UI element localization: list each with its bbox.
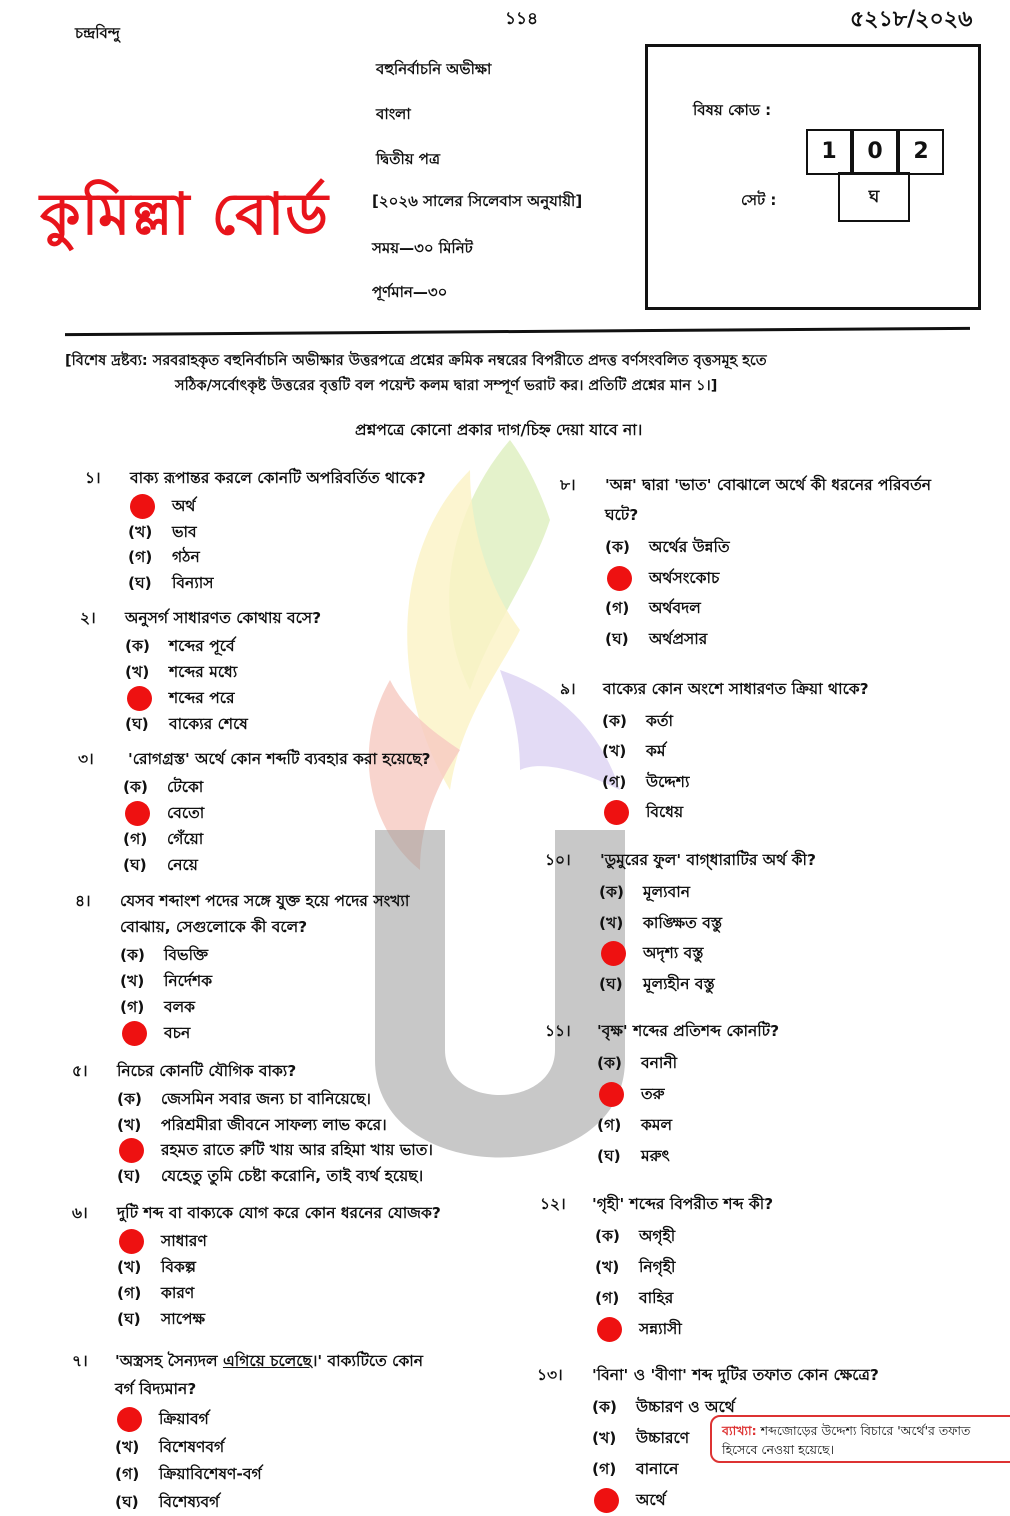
option-text: নির্দেশক [164, 972, 213, 990]
option-label: (খ) [117, 1115, 142, 1134]
option-3[interactable] [605, 596, 701, 622]
option-label: (গ) [592, 1460, 617, 1478]
question-number: ১। [85, 469, 101, 487]
option-text: কারণ [161, 1284, 195, 1302]
question-number: ৫। [72, 1062, 88, 1080]
option-text: গঠন [172, 548, 200, 566]
option-text: অর্থের উন্নতি [649, 538, 730, 556]
subject-name: বাংলা [376, 105, 411, 123]
option-text: অর্থে [636, 1491, 666, 1509]
answer-marked-icon [119, 1229, 144, 1254]
option-label: (ঘ) [605, 629, 629, 648]
instruction-line-3: প্রশ্নপত্রে কোনো প্রকার দাগ/চিহ্ন দেয়া যাবে না। [355, 421, 643, 439]
answer-marked-icon [119, 1138, 144, 1163]
explanation-label: ব্যাখ্যা: [722, 1423, 757, 1438]
option-label: (গ) [605, 599, 630, 617]
question-number: ৯। [560, 680, 576, 698]
option-label: (ক) [605, 538, 631, 556]
option-text: শব্দের মধ্যে [169, 663, 238, 681]
option-3[interactable] [117, 1138, 433, 1164]
question-number: ১১। [545, 1022, 571, 1040]
question-number: ৬। [72, 1204, 88, 1222]
option-4[interactable] [599, 972, 715, 998]
option-label: (খ) [599, 913, 624, 932]
option-2[interactable] [117, 1113, 387, 1139]
option-3[interactable] [599, 941, 703, 967]
option-text: জেসমিন সবার জন্য চা বানিয়েছে। [161, 1090, 371, 1108]
option-label: (গ) [128, 548, 153, 566]
code-box [645, 44, 981, 310]
option-text: অগৃহী [639, 1227, 676, 1245]
question-text: দুটি শব্দ বা বাক্যকে যোগ করে কোন ধরনের যোজক? [117, 1204, 441, 1222]
option-label: (ক) [120, 946, 146, 964]
reference-code: ৫২১৮/২০২৬ [850, 7, 973, 32]
option-1[interactable] [602, 709, 673, 735]
option-4[interactable] [125, 712, 248, 738]
option-4[interactable] [123, 853, 198, 879]
option-4[interactable] [120, 1021, 190, 1047]
option-1[interactable] [605, 535, 730, 561]
question-number: ৭। [72, 1352, 88, 1370]
option-4[interactable] [602, 800, 683, 826]
option-text: ক্রিয়াবিশেষণ-বর্গ [159, 1465, 262, 1483]
option-4[interactable] [117, 1307, 205, 1333]
option-4[interactable] [597, 1144, 670, 1170]
option-text: বিশেষণবর্গ [159, 1437, 225, 1456]
option-label: (ক) [595, 1227, 621, 1245]
option-3[interactable] [128, 545, 200, 571]
answer-marked-icon [601, 941, 626, 966]
option-label: (খ) [117, 1258, 142, 1276]
explanation-text: শব্দজোড়ের উদ্দেশ্য বিচারে 'অর্থে'র তফাত হিসেবে নেওয়া হয়েছে। [722, 1423, 971, 1457]
option-2[interactable] [115, 1435, 224, 1461]
watermark-u-shape [375, 830, 625, 1158]
question-text: নিচের কোনটি যৌগিক বাক্য? [117, 1062, 297, 1080]
option-4[interactable] [605, 627, 707, 653]
option-text: অর্থপ্রসার [649, 629, 708, 648]
question-text: বাক্য রূপান্তর করলে কোনটি অপরিবর্তিত থাকে? [130, 469, 426, 487]
option-text: বিন্যাস [172, 573, 214, 592]
option-1[interactable] [115, 1407, 209, 1433]
set-value: ঘ [838, 172, 910, 222]
option-text: বচন [164, 1024, 191, 1042]
option-text: অর্থসংকোচ [649, 568, 720, 587]
option-label: (খ) [115, 1437, 140, 1456]
question-number: ১৩। [537, 1366, 563, 1384]
option-label: (গ) [123, 830, 148, 848]
option-label: (ক) [602, 712, 628, 730]
option-1[interactable] [123, 775, 203, 801]
option-3[interactable] [595, 1286, 673, 1312]
option-2[interactable] [128, 520, 197, 546]
option-label: (গ) [115, 1465, 140, 1483]
exam-type: বহুনির্বাচনি অভীক্ষা [376, 60, 492, 78]
option-label: (গ) [120, 998, 145, 1016]
option-text: বিকল্প [161, 1258, 196, 1276]
option-label: (ঘ) [123, 856, 147, 874]
option-label: (ক) [599, 883, 625, 901]
question-number: ৮। [560, 476, 576, 494]
subject-code-digit: 1 [806, 129, 852, 175]
question-number: ১২। [540, 1195, 566, 1213]
option-label: (খ) [128, 522, 153, 541]
option-text: অর্থ [172, 497, 196, 515]
option-2[interactable] [592, 1426, 689, 1452]
option-1[interactable] [117, 1229, 207, 1255]
option-text: নিগৃহী [639, 1258, 676, 1276]
answer-marked-icon [125, 801, 150, 826]
option-2[interactable] [599, 911, 722, 937]
subject-code-label: বিষয় কোড : [693, 101, 772, 119]
page-number: ১১৪ [505, 9, 539, 29]
option-text: বাহির [639, 1289, 674, 1307]
option-3[interactable] [125, 686, 234, 712]
subject-code-digit: 2 [898, 129, 944, 175]
option-label: (ঘ) [599, 974, 623, 993]
question-number: ২। [80, 609, 96, 627]
answer-marked-icon [117, 1407, 142, 1432]
option-label: (ক) [123, 778, 149, 796]
option-label: (ঘ) [115, 1492, 139, 1511]
topic-label: চন্দ্রবিন্দু [75, 24, 120, 42]
option-text: কর্ম [646, 742, 666, 761]
question-text: 'ডুমুরের ফুল' বাগ্‌ধারাটির অর্থ কী? [600, 851, 816, 869]
option-label: (ঘ) [597, 1147, 621, 1165]
question-text: 'বিনা' ও 'বীণা' শব্দ দুটির তফাত কোন ক্ষেত্রে? [592, 1366, 879, 1384]
option-2[interactable] [597, 1082, 665, 1108]
option-text: টেকো [167, 778, 204, 796]
option-text: উচ্চারণে [636, 1429, 690, 1447]
question-text: 'অস্ত্রসহ সৈন্যদল এগিয়ে চলেছে।' বাক্যটিতে কোন [115, 1352, 424, 1370]
option-text: বানানে [636, 1460, 679, 1478]
option-label: (গ) [117, 1284, 142, 1302]
option-1[interactable] [595, 1224, 675, 1250]
option-1[interactable] [597, 1051, 677, 1077]
question-text: ঘটে? [605, 506, 639, 524]
question-text: 'বৃক্ষ' শব্দের প্রতিশব্দ কোনটি? [597, 1022, 780, 1040]
option-3[interactable] [602, 770, 689, 796]
option-text: বিশেষ্যবর্গ [159, 1492, 220, 1511]
option-text: সাধারণ [161, 1232, 207, 1250]
question-text: অনুসর্গ সাধারণত কোথায় বসে? [125, 609, 322, 627]
option-2[interactable] [117, 1255, 196, 1281]
instruction-line-2: সঠিক/সর্বোৎকৃষ্ট উত্তরের বৃত্তটি বল পয়েন্ট কলম দ্বারা সম্পূর্ণ ভরাট কর। প্রতিটি প্রশ্নের মান ১।] [175, 378, 718, 394]
option-text: মূল্যবান [643, 883, 691, 901]
answer-marked-icon [607, 566, 632, 591]
option-text: অদৃশ্য বস্তু [643, 944, 704, 962]
option-1[interactable] [117, 1087, 371, 1113]
option-2[interactable] [120, 969, 212, 995]
board-name: কুমিল্লা বোর্ড [40, 180, 329, 248]
option-label: (ঘ) [117, 1166, 141, 1185]
answer-marked-icon [127, 686, 152, 711]
option-text: গেঁয়ো [167, 830, 204, 848]
option-text: কাঙ্ক্ষিত বস্তু [643, 913, 722, 932]
option-label: (ক) [597, 1054, 623, 1072]
option-2[interactable] [595, 1255, 675, 1281]
set-label: সেট : [741, 191, 777, 209]
option-label: (খ) [592, 1429, 617, 1447]
option-text: কমল [641, 1116, 673, 1134]
option-2[interactable] [605, 566, 719, 592]
option-3[interactable] [592, 1457, 678, 1483]
option-text: মূল্যহীন বস্তু [643, 974, 715, 993]
option-3[interactable] [120, 995, 195, 1021]
option-label: (গ) [602, 772, 627, 791]
question-number: ১০। [545, 851, 571, 869]
option-4[interactable] [128, 571, 214, 597]
option-2[interactable] [602, 739, 665, 765]
underlined-phrase: এগিয়ে চলেছে [222, 1352, 312, 1370]
option-text: উদ্দেশ্য [646, 772, 690, 791]
option-4[interactable] [117, 1164, 423, 1190]
question-text: 'গৃহী' শব্দের বিপরীত শব্দ কী? [592, 1195, 774, 1213]
option-4[interactable] [592, 1488, 666, 1514]
option-label: (ক) [117, 1090, 143, 1108]
option-3[interactable] [123, 827, 203, 853]
option-label: (খ) [602, 742, 627, 761]
answer-marked-icon [599, 1082, 624, 1107]
option-label: (খ) [595, 1258, 620, 1276]
option-2[interactable] [123, 801, 204, 827]
option-label: (গ) [597, 1116, 622, 1134]
option-2[interactable] [125, 660, 237, 686]
divider [65, 327, 970, 336]
option-text: যেহেতু তুমি চেষ্টা করোনি, তাই ব্যর্থ হয়েছ। [161, 1166, 424, 1185]
paper-name: দ্বিতীয় পত্র [376, 150, 441, 168]
question-text: বর্গ বিদ্যমান? [115, 1380, 197, 1398]
option-text: কর্তা [646, 712, 673, 730]
option-text: নেয়ে [167, 856, 198, 874]
option-1[interactable] [120, 943, 208, 969]
option-text: বাক্যের শেষে [169, 715, 248, 733]
option-text: ভাব [172, 522, 197, 541]
option-text: শব্দের পূর্বে [169, 637, 235, 655]
option-text: শব্দের পরে [169, 689, 235, 707]
option-label: (ঘ) [117, 1310, 141, 1328]
option-text: সন্ন্যাসী [639, 1320, 682, 1338]
answer-marked-icon [604, 800, 629, 825]
option-text: অর্থবদল [649, 599, 701, 617]
option-text: বনানী [641, 1054, 678, 1072]
option-label: (ঘ) [125, 715, 149, 733]
option-text: বিধেয় [646, 802, 684, 821]
option-text: মরুৎ [641, 1147, 670, 1165]
option-1[interactable] [599, 880, 690, 906]
subject-code-digit: 0 [852, 129, 898, 175]
option-text: বেতো [167, 804, 205, 822]
option-label: (ঘ) [128, 573, 152, 592]
option-text: বলক [164, 998, 196, 1016]
option-label: (খ) [120, 972, 145, 990]
instruction-line-1: [বিশেষ দ্রষ্টব্য: সরবরাহকৃত বহুনির্বাচনি অভীক্ষার উত্তরপত্রে প্রশ্নের ক্রমিক নম্বরের বিপরীতে প্রদত্ত বর্ণসংবলিত বৃত্তসমূহ হতে [65, 353, 767, 369]
answer-marked-icon [130, 494, 155, 519]
option-3[interactable] [115, 1462, 262, 1488]
full-marks: পূর্ণমান—৩০ [372, 283, 448, 301]
option-text: তরু [641, 1085, 665, 1103]
syllabus-note: [২০২৬ সালের সিলেবাস অনুযায়ী] [372, 192, 583, 210]
option-text: রহমত রাতে রুটি খায় আর রহিমা খায় ভাত। [161, 1141, 433, 1159]
question-text: বোঝায়, সেগুলোকে কী বলে? [120, 918, 308, 936]
option-1[interactable] [128, 494, 195, 520]
question-number: ৪। [75, 892, 91, 910]
exam-time: সময়—৩০ মিনিট [372, 239, 473, 257]
option-3[interactable] [117, 1281, 194, 1307]
option-1[interactable] [125, 634, 235, 660]
option-3[interactable] [597, 1113, 672, 1139]
option-text: উচ্চারণ ও অর্থে [636, 1398, 735, 1416]
option-label: (গ) [595, 1289, 620, 1307]
answer-marked-icon [597, 1317, 622, 1342]
option-label: (খ) [125, 663, 150, 681]
question-text: 'অন্ন' দ্বারা 'ভাত' বোঝালে অর্থে কী ধরনের পরিবর্তন [605, 476, 932, 494]
question-text: বাক্যের কোন অংশে সাধারণত ক্রিয়া থাকে? [603, 680, 869, 698]
option-text: ক্রিয়াবর্গ [159, 1410, 209, 1428]
option-label: (ক) [592, 1398, 618, 1416]
option-label: (ক) [125, 637, 151, 655]
answer-marked-icon [122, 1021, 147, 1046]
answer-marked-icon [594, 1488, 619, 1513]
question-number: ৩। [78, 750, 94, 768]
option-text: পরিশ্রমীরা জীবনে সাফল্য লাভ করে। [161, 1115, 387, 1134]
question-text: 'রোগগ্রস্ত' অর্থে কোন শব্দটি ব্যবহার করা হয়েছে? [128, 750, 431, 768]
option-4[interactable] [595, 1317, 682, 1343]
option-text: সাপেক্ষ [161, 1310, 206, 1328]
option-text: বিভক্তি [164, 946, 209, 964]
question-text: যেসব শব্দাংশ পদের সঙ্গে যুক্ত হয়ে পদের সংখ্যা [120, 892, 410, 910]
explanation-box [710, 1415, 1010, 1463]
